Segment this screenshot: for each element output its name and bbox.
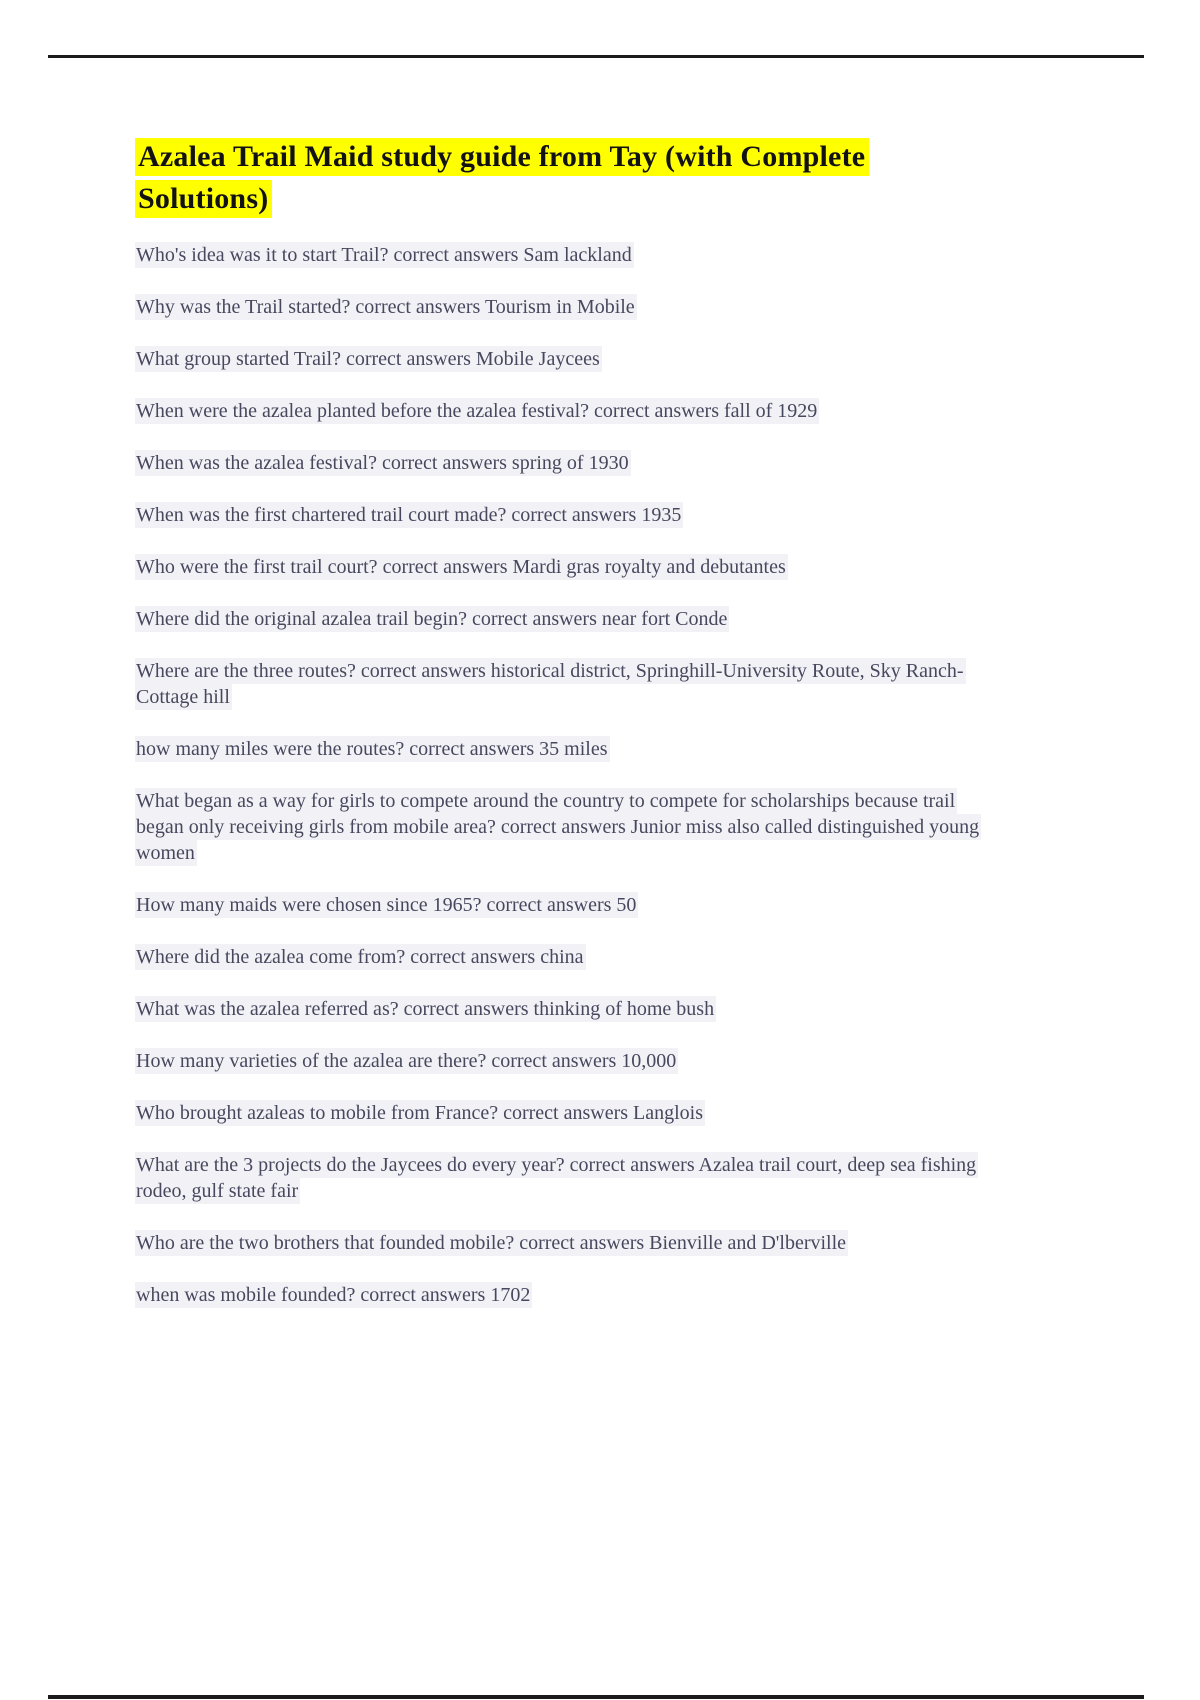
- qa-line-text: What began as a way for girls to compete around the country to compete for scholarships because trail began only receiving girls from mobile area? correct answers Junior miss also called distinguished young women: [136, 790, 980, 864]
- qa-line: [135, 450, 991, 476]
- qa-line: [135, 346, 991, 372]
- qa-list: [135, 242, 991, 1308]
- qa-line: [135, 658, 991, 710]
- qa-line: [135, 242, 991, 268]
- qa-line-text: When were the azalea planted before the azalea festival? correct answers fall of 1929: [136, 400, 818, 422]
- qa-line-text: What group started Trail? correct answers Mobile Jaycees: [136, 348, 600, 370]
- qa-line: [135, 1048, 991, 1074]
- qa-line-text: What are the 3 projects do the Jaycees do every year? correct answers Azalea trail court, deep sea fishing rodeo, gulf state fair: [136, 1154, 977, 1202]
- qa-line-text: How many maids were chosen since 1965? correct answers 50: [136, 894, 637, 916]
- qa-line-text: Who brought azaleas to mobile from France? correct answers Langlois: [136, 1102, 704, 1124]
- qa-line-text: What was the azalea referred as? correct answers thinking of home bush: [136, 998, 715, 1020]
- qa-line: [135, 606, 991, 632]
- top-horizontal-rule: [48, 55, 1144, 58]
- qa-line-text: Who are the two brothers that founded mobile? correct answers Bienville and D'lberville: [136, 1232, 847, 1254]
- qa-line-text: Where did the azalea come from? correct answers china: [136, 946, 584, 968]
- qa-line: [135, 502, 991, 528]
- bottom-horizontal-rule: [48, 1695, 1144, 1699]
- qa-line-text: when was mobile founded? correct answers 1702: [136, 1284, 531, 1306]
- qa-line-text: Who were the first trail court? correct answers Mardi gras royalty and debutantes: [136, 556, 786, 578]
- qa-line: [135, 736, 991, 762]
- qa-line-text: Where are the three routes? correct answers historical district, Springhill-University Route, Sky Ranch-Cottage hill: [136, 660, 964, 708]
- qa-line: [135, 1152, 991, 1204]
- qa-line: [135, 892, 991, 918]
- qa-line-text: How many varieties of the azalea are there? correct answers 10,000: [136, 1050, 677, 1072]
- qa-line-text: When was the first chartered trail court made? correct answers 1935: [136, 504, 682, 526]
- page-title-highlight: Azalea Trail Maid study guide from Tay (with Complete Solutions): [135, 138, 869, 218]
- qa-line: [135, 398, 991, 424]
- document-content: [135, 136, 991, 1334]
- qa-line-text: how many miles were the routes? correct answers 35 miles: [136, 738, 608, 760]
- qa-line: [135, 1230, 991, 1256]
- qa-line: [135, 1100, 991, 1126]
- qa-line: [135, 554, 991, 580]
- page-title: [135, 136, 991, 220]
- qa-line: [135, 788, 991, 866]
- qa-line-text: Why was the Trail started? correct answers Tourism in Mobile: [136, 296, 635, 318]
- qa-line: [135, 1282, 991, 1308]
- qa-line-text: When was the azalea festival? correct answers spring of 1930: [136, 452, 629, 474]
- qa-line: [135, 294, 991, 320]
- qa-line-text: Where did the original azalea trail begin? correct answers near fort Conde: [136, 608, 728, 630]
- qa-line: [135, 996, 991, 1022]
- qa-line-text: Who's idea was it to start Trail? correct answers Sam lackland: [136, 244, 632, 266]
- qa-line: [135, 944, 991, 970]
